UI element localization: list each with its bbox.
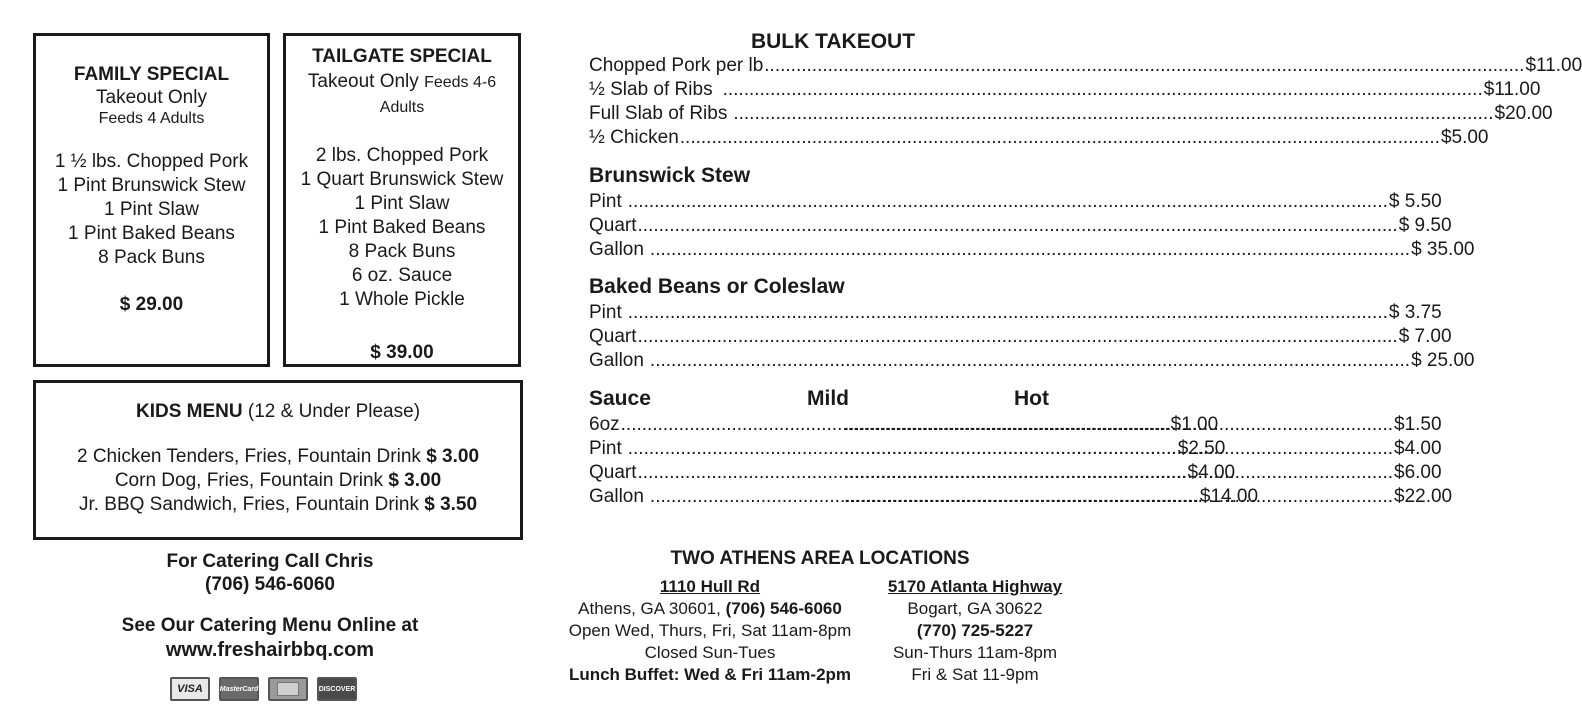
- tailgate-takeout: [286, 70, 518, 120]
- stew-row: [589, 190, 1442, 214]
- sauce-row: [589, 485, 1453, 509]
- sauce-hot-price: $4.00: [1394, 438, 1442, 459]
- kids-item: [36, 445, 520, 469]
- kids-item: [36, 469, 520, 493]
- family-special-box: [33, 33, 270, 367]
- kids-items: [36, 445, 520, 517]
- leader-dots: [628, 301, 1388, 325]
- stew-row-label: Gallon: [589, 239, 644, 260]
- sauce-hot-price: $22.00: [1394, 486, 1453, 507]
- kids-item-text: Jr. BBQ Sandwich, Fries, Fountain Drink: [78, 494, 419, 515]
- kids-item-text: 2 Chicken Tenders, Fries, Fountain Drink: [76, 446, 421, 467]
- kids-item-price: $ 3.50: [424, 494, 478, 515]
- tailgate-feeds: Feeds 4-6 Adults: [379, 74, 497, 116]
- kids-item-price: $ 3.00: [426, 446, 480, 467]
- leader-dots: [680, 126, 1440, 150]
- sauce-mild-price: $2.50: [1177, 438, 1226, 459]
- sauce-mild-price: $14.00: [1199, 486, 1259, 507]
- location-city-phone: [540, 598, 880, 620]
- location-buffet: Lunch Buffet: Wed & Fri 11am-2pm: [568, 665, 852, 684]
- sauce-section: [589, 385, 1453, 509]
- location-closed: Closed Sun-Tues: [644, 643, 776, 662]
- kids-item: [36, 493, 520, 517]
- kids-menu-note: (12 & Under Please): [247, 401, 421, 422]
- tailgate-item: 2 lbs. Chopped Pork: [315, 145, 489, 166]
- location-hours: Fri & Sat 11-9pm: [911, 665, 1039, 684]
- beans-row: [589, 325, 1452, 349]
- family-item: 1 ½ lbs. Chopped Pork: [54, 151, 249, 172]
- sauce-title: Sauce: [589, 387, 651, 410]
- leader-dots: [638, 325, 1398, 349]
- tailgate-item: 6 oz. Sauce: [351, 265, 453, 286]
- bulk-row-label: ½ Chicken: [589, 127, 679, 148]
- tailgate-special-title: TAILGATE SPECIAL: [312, 46, 492, 67]
- stew-row: [589, 238, 1475, 262]
- sauce-row-label: Pint: [589, 438, 622, 459]
- bulk-row: [589, 126, 1489, 150]
- bulk-row: [589, 102, 1553, 126]
- sauce-mild-price: $1.00: [1170, 414, 1219, 435]
- location-phone: (770) 725-5227: [916, 621, 1034, 640]
- family-item: 1 Pint Slaw: [103, 199, 200, 220]
- leader-dots: [844, 485, 1393, 509]
- tailgate-item: 1 Quart Brunswick Stew: [300, 169, 504, 190]
- bulk-row: [589, 78, 1541, 102]
- leader-dots: [764, 54, 1524, 78]
- beans-row-price: $ 3.75: [1388, 302, 1442, 323]
- family-feeds: Feeds 4 Adults: [98, 110, 205, 127]
- location-address: 5170 Atlanta Highway: [887, 577, 1063, 596]
- locations-title: TWO ATHENS AREA LOCATIONS: [670, 548, 970, 569]
- beans-row-price: $ 7.00: [1398, 326, 1452, 347]
- sauce-header: [589, 385, 1065, 413]
- visa-card-icon: VISA: [170, 677, 210, 701]
- kids-menu-heading: [36, 401, 520, 423]
- kids-menu-box: [33, 380, 523, 540]
- leader-dots: [844, 437, 1393, 461]
- sauce-hot-heading: Hot: [1014, 387, 1049, 410]
- beans-row-label: Gallon: [589, 350, 644, 371]
- leader-dots: [844, 461, 1393, 485]
- family-items: [36, 150, 267, 270]
- bulk-row-label: ½ Slab of Ribs: [589, 79, 713, 100]
- sauce-row: [589, 461, 1442, 485]
- sauce-row-label: Quart: [589, 462, 637, 483]
- stew-row-price: $ 9.50: [1398, 215, 1452, 236]
- sauce-hot-price: $1.50: [1394, 414, 1442, 435]
- leader-dots: [628, 190, 1388, 214]
- family-item: 1 Pint Brunswick Stew: [57, 175, 246, 196]
- stew-row-label: Pint: [589, 191, 622, 212]
- bulk-takeout-title: BULK TAKEOUT: [750, 30, 916, 53]
- location-address: 1110 Hull Rd: [659, 577, 761, 596]
- tailgate-special-box: [283, 33, 521, 367]
- tailgate-price: $ 39.00: [370, 342, 434, 363]
- bulk-takeout-section: [589, 30, 1582, 150]
- location-atlanta-highway: [870, 576, 1080, 686]
- stew-row-label: Quart: [589, 215, 637, 236]
- family-item: 1 Pint Baked Beans: [68, 223, 235, 244]
- sauce-hot-price: $6.00: [1394, 462, 1442, 483]
- tailgate-items: [286, 144, 518, 312]
- leader-dots: [650, 238, 1410, 262]
- tailgate-item: 1 Whole Pickle: [339, 289, 465, 310]
- location-phone: (706) 546-6060: [725, 599, 842, 618]
- brunswick-stew-section: [589, 162, 1475, 262]
- beans-row-price: $ 25.00: [1411, 350, 1475, 371]
- tailgate-item: 1 Pint Slaw: [354, 193, 450, 214]
- bulk-row-price: $20.00: [1494, 103, 1553, 124]
- sauce-mild-price: $4.00: [1187, 462, 1236, 483]
- leader-dots: [638, 214, 1398, 238]
- bulk-row-price: $11.00: [1525, 55, 1582, 76]
- bulk-row-price: $5.00: [1440, 127, 1489, 148]
- family-special-title: FAMILY SPECIAL: [73, 64, 230, 85]
- catering-call-text: For Catering Call Chris: [166, 551, 374, 572]
- kids-item-price: $ 3.00: [388, 470, 442, 491]
- kids-item-text: Corn Dog, Fries, Fountain Drink: [114, 470, 384, 491]
- mastercard-card-icon: MasterCard: [219, 677, 259, 701]
- family-item: 8 Pack Buns: [98, 247, 205, 268]
- catering-phone: (706) 546-6060: [205, 574, 335, 595]
- baked-beans-title: Baked Beans or Coleslaw: [589, 275, 845, 298]
- amex-card-icon: [268, 677, 308, 701]
- tailgate-item: 8 Pack Buns: [348, 241, 456, 262]
- bulk-row-label: Full Slab of Ribs: [589, 103, 728, 124]
- sauce-row: [589, 437, 1442, 461]
- payment-cards: [170, 677, 357, 701]
- leader-dots: [844, 413, 1393, 437]
- beans-row: [589, 301, 1442, 325]
- baked-beans-section: [589, 273, 1475, 373]
- stew-row: [589, 214, 1452, 238]
- family-takeout: Takeout Only: [96, 87, 207, 108]
- sauce-row: [589, 413, 1442, 437]
- leader-dots: [650, 349, 1410, 373]
- leader-dots: [723, 78, 1483, 102]
- leader-dots: [733, 102, 1493, 126]
- beans-row-label: Pint: [589, 302, 622, 323]
- tailgate-takeout-label: Takeout Only: [307, 71, 419, 92]
- location-city: Bogart, GA 30622: [907, 599, 1043, 618]
- sauce-row-label: Gallon: [589, 486, 644, 507]
- catering-info: [40, 550, 500, 662]
- location-hull-rd: [540, 576, 880, 686]
- location-city: Athens, GA 30601,: [578, 599, 721, 618]
- beans-row: [589, 349, 1475, 373]
- bulk-row: [589, 54, 1582, 78]
- location-hours: Open Wed, Thurs, Fri, Sat 11am-8pm: [568, 621, 852, 640]
- stew-row-price: $ 35.00: [1411, 239, 1475, 260]
- tailgate-item: 1 Pint Baked Beans: [318, 217, 486, 238]
- family-price: $ 29.00: [119, 294, 184, 315]
- location-hours: Sun-Thurs 11am-8pm: [892, 643, 1058, 662]
- bulk-row-label: Chopped Pork per lb: [589, 55, 764, 76]
- kids-menu-title: KIDS MENU: [135, 401, 243, 422]
- locations-section: [540, 548, 1100, 684]
- catering-url[interactable]: www.freshairbbq.com: [165, 639, 375, 661]
- sauce-mild-heading: Mild: [807, 387, 849, 410]
- sauce-row-label: 6oz: [589, 414, 620, 435]
- brunswick-stew-title: Brunswick Stew: [589, 164, 751, 187]
- bulk-row-price: $11.00: [1483, 79, 1541, 100]
- stew-row-price: $ 5.50: [1388, 191, 1442, 212]
- beans-row-label: Quart: [589, 326, 637, 347]
- catering-online-text: See Our Catering Menu Online at: [121, 615, 419, 636]
- discover-card-icon: DISCOVER: [317, 677, 357, 701]
